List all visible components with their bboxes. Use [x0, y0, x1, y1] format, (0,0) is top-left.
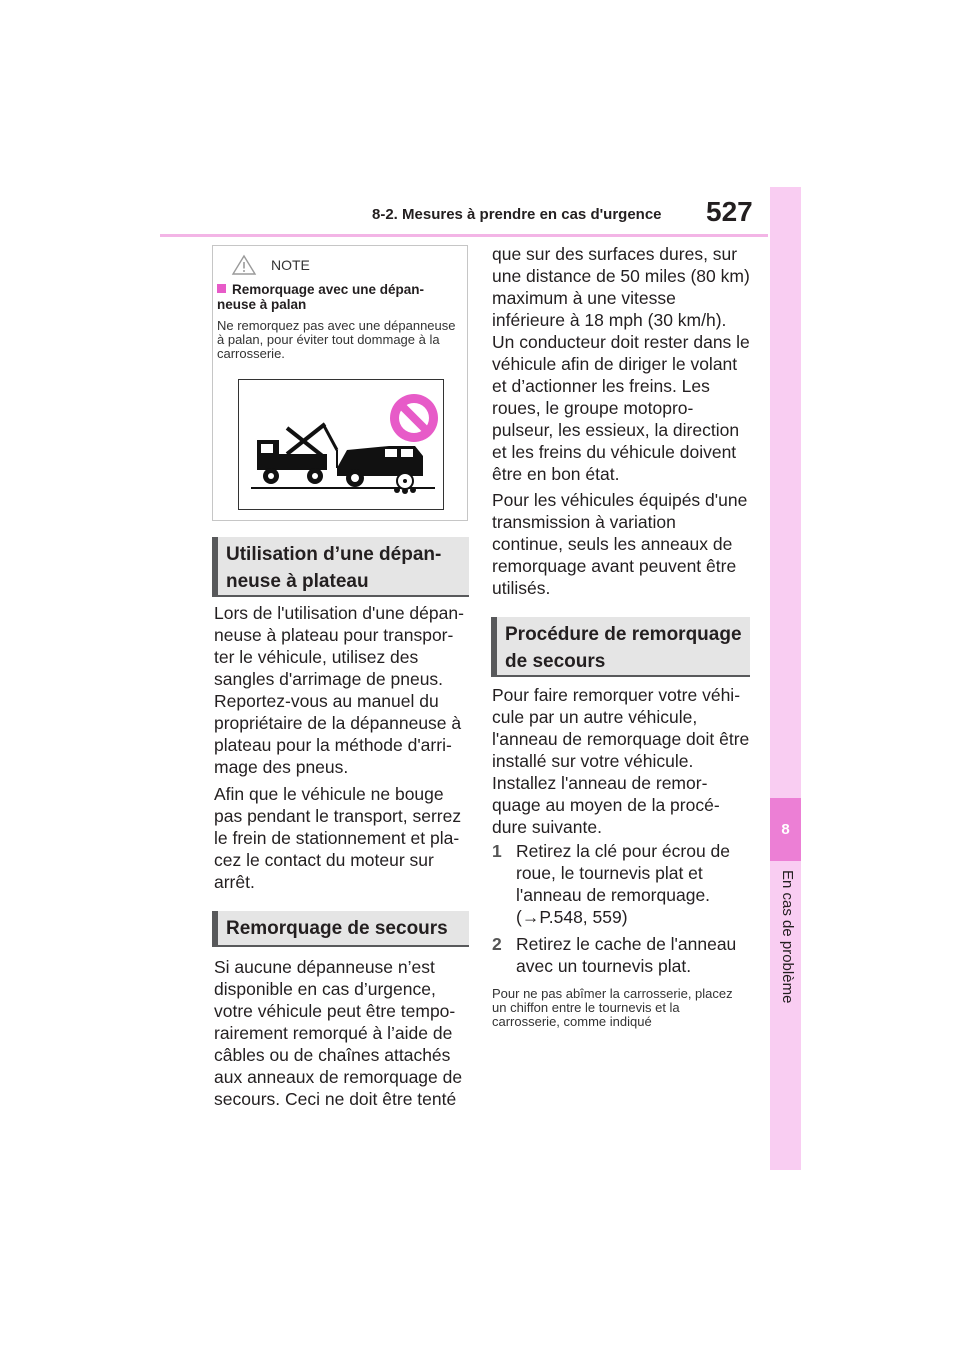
warning-triangle-icon — [231, 254, 257, 276]
procedure-footnote: Pour ne pas abîmer la carrosserie, placez un chiffon entre le tournevis et la carrosserie, comme indiqué — [492, 986, 733, 1029]
flatbed-paragraph-1: Lors de l'utilisation d'une dépan-neuse à plateau pour transpor-ter le véhicule, utilisez des sangles d'arrimage de pneus. Reportez-vous au manuel du propriétaire de la dépanneuse à plateau pour la méthode d'arri-mage des pneus. — [214, 603, 464, 777]
header-title: 8-2. Mesures à prendre en cas d'urgence — [372, 206, 662, 223]
square-bullet-icon — [217, 284, 226, 293]
note-box — [212, 245, 468, 521]
section-heading-procedure: Procédure de remorquage de secours — [491, 617, 750, 677]
step-text: Retirez le cache de l'anneau avec un tournevis plat. — [516, 934, 737, 976]
flatbed-paragraph-2: Afin que le véhicule ne bouge pas pendant le transport, serrez le frein de stationnement et pla-cez le contact du moteur sur arrêt. — [214, 784, 462, 892]
step-number: 1 — [492, 841, 502, 861]
step-number: 2 — [492, 934, 502, 954]
note-header — [231, 254, 310, 276]
note-subtitle: Remorquage avec une dépan-neuse à palan — [217, 282, 425, 312]
page-number: 527 — [706, 196, 753, 227]
tow-truck-prohibited-illustration — [238, 379, 444, 510]
chapter-label: En cas de problème — [779, 870, 796, 1004]
header-divider — [160, 234, 768, 237]
procedure-intro: Pour faire remorquer votre véhi-cule par un autre véhicule, l'anneau de remorquage doit être installé sur votre véhicule. Installez l'anneau de remor-quage au moyen de la procé-dure suivante. — [492, 685, 750, 837]
emergency-paragraph-2: que sur des surfaces dures, sur une distance de 50 miles (80 km) maximum à une vitesse inférieure à 18 mph (30 km/h). Un conducteur doit rester dans le véhicule afin de diriger le volant et d’actionner les freins. Les roues, le groupe motopro-pulseur, les essieux, la direction et les freins du véhicule doivent être en bon état. — [492, 244, 750, 484]
section-heading-flatbed: Utilisation d’une dépan-neuse à plateau — [212, 537, 469, 597]
chapter-number: 8 — [770, 798, 801, 861]
note-text: Ne remorquez pas avec une dépanneuse à palan, pour éviter tout dommage à la carrosserie. — [217, 318, 456, 361]
note-title: NOTE — [271, 257, 310, 273]
emergency-paragraph-3: Pour les véhicules équipés d'une transmission à variation continue, seuls les anneaux de remorquage avant peuvent être utilisés. — [492, 490, 748, 598]
procedure-step-1 — [492, 840, 754, 928]
emergency-paragraph-1: Si aucune dépanneuse n’est disponible en cas d’urgence, votre véhicule peut être tempo-rairement remorqué à l’aide de câbles ou de chaînes attachés aux anneaux de remorquage de secours. Ceci ne doit être tenté — [214, 957, 463, 1109]
procedure-step-2 — [492, 933, 754, 977]
tow-truck-prohibited-icon — [239, 380, 443, 509]
section-heading-emergency: Remorquage de secours — [212, 911, 469, 947]
step-text: Retirez la clé pour écrou de roue, le tournevis plat et l'anneau de remorquage. (→P.548, 559) — [516, 841, 730, 927]
